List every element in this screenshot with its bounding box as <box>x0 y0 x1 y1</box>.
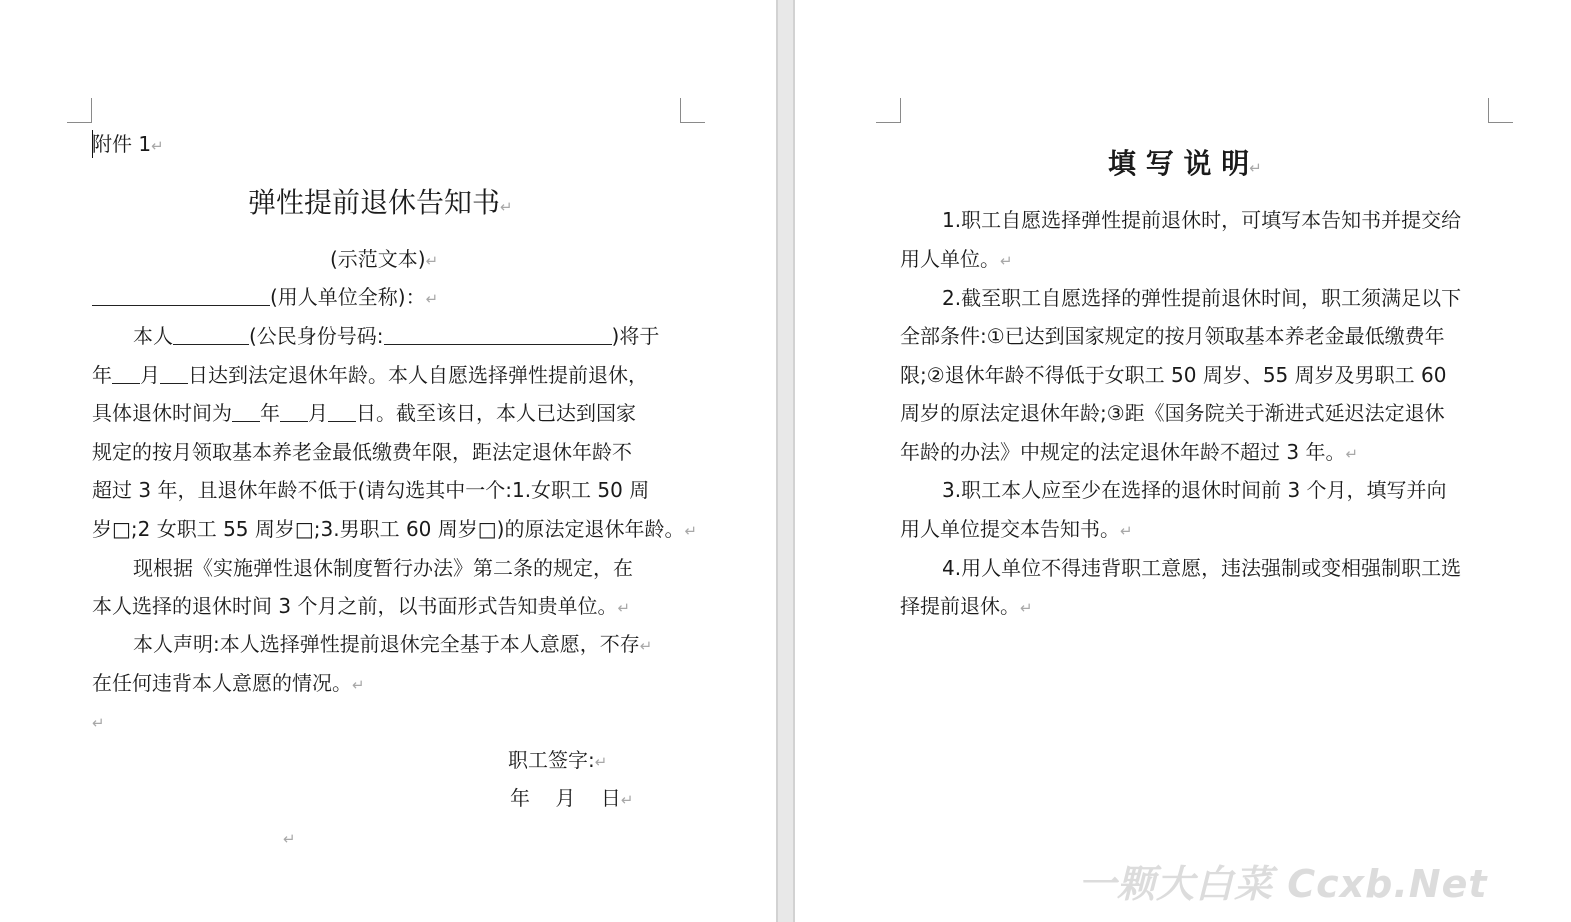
instruction-4-line2[interactable]: 择提前退休。↵ <box>900 594 1033 618</box>
instructions-title[interactable]: 填 写 说 明↵ <box>1108 147 1262 180</box>
instruction-2-line4[interactable]: 周岁的原法定退休年龄;③距《国务院关于渐进式延迟法定退休 <box>900 401 1445 425</box>
para1-line3[interactable]: 具体退休时间为 年 月 日。截至该日，本人已达到国家 <box>92 401 636 425</box>
para3-line1[interactable]: 本人声明:本人选择弹性提前退休完全基于本人意愿，不存↵ <box>133 632 653 656</box>
instruction-2-line2[interactable]: 全部条件:①已达到国家规定的按月领取基本养老金最低缴费年 <box>900 324 1445 348</box>
retire-month-blank[interactable] <box>280 403 308 422</box>
left-document-page[interactable] <box>0 0 776 922</box>
instruction-1-line2[interactable]: 用人单位。↵ <box>900 247 1013 271</box>
para1-line6[interactable]: 岁□;2 女职工 55 周岁□;3.男职工 60 周岁□)的原法定退休年龄。↵ <box>92 517 698 541</box>
instruction-4-line1[interactable]: 4.用人单位不得违背职工意愿，违法强制或变相强制职工选 <box>942 556 1462 580</box>
margin-corner-top-left <box>876 98 901 123</box>
signature-line[interactable]: 职工签字:↵ <box>508 748 608 772</box>
retire-day-blank[interactable] <box>328 403 356 422</box>
instruction-3-line1[interactable]: 3.职工本人应至少在选择的退休时间前 3 个月，填写并向 <box>942 478 1447 502</box>
para1-line4[interactable]: 规定的按月领取基本养老金最低缴费年限，距法定退休年龄不 <box>92 440 632 464</box>
retire-year-blank[interactable] <box>232 403 260 422</box>
employer-name-blank[interactable] <box>92 287 270 306</box>
para2-line2[interactable]: 本人选择的退休时间 3 个月之前，以书面形式告知贵单位。↵ <box>92 594 631 618</box>
date-line[interactable]: 年 月 日↵ <box>510 786 634 810</box>
para2-line1[interactable]: 现根据《实施弹性退休制度暂行办法》第二条的规定，在 <box>133 556 633 580</box>
addressee-line[interactable]: (用人单位全称)：↵ <box>92 285 438 311</box>
margin-corner-top-left <box>67 98 92 123</box>
instruction-2-line5[interactable]: 年龄的办法》中规定的法定退休年龄不超过 3 年。↵ <box>900 440 1359 464</box>
margin-corner-top-right <box>1488 98 1513 123</box>
para3-line2[interactable]: 在任何违背本人意愿的情况。↵ <box>92 671 365 695</box>
empty-paragraph-mark[interactable]: ↵ <box>283 830 296 848</box>
instruction-2-line1[interactable]: 2.截至职工自愿选择的弹性提前退休时间，职工须满足以下 <box>942 286 1462 310</box>
name-blank[interactable] <box>173 326 249 345</box>
document-subtitle[interactable]: (示范文本)↵ <box>330 247 439 271</box>
empty-paragraph-mark[interactable]: ↵ <box>92 714 105 732</box>
instruction-2-line3[interactable]: 限;②退休年龄不得低于女职工 50 周岁、55 周岁及男职工 60 <box>900 363 1447 387</box>
site-watermark: 一颗大白菜 Ccxb.Net <box>1078 862 1488 906</box>
page-gap-edge <box>776 0 778 922</box>
para1-line2[interactable]: 年 月 日达到法定退休年龄。本人自愿选择弹性提前退休， <box>92 363 648 387</box>
document-title[interactable]: 弹性提前退休告知书↵ <box>248 186 513 219</box>
id-number-blank[interactable] <box>384 326 612 345</box>
margin-corner-top-right <box>680 98 705 123</box>
attachment-label[interactable]: 附件 1↵ <box>92 132 164 156</box>
para1-line1[interactable]: 本人 (公民身份号码: )将于 <box>133 324 660 348</box>
instruction-3-line2[interactable]: 用人单位提交本告知书。↵ <box>900 517 1133 541</box>
right-document-page[interactable] <box>795 0 1571 922</box>
instruction-1-line1[interactable]: 1.职工自愿选择弹性提前退休时，可填写本告知书并提交给 <box>942 208 1462 232</box>
month-blank[interactable] <box>112 365 140 384</box>
para1-line5[interactable]: 超过 3 年，且退休年龄不低于(请勾选其中一个:1.女职工 50 周 <box>92 478 650 502</box>
day-blank[interactable] <box>160 365 188 384</box>
